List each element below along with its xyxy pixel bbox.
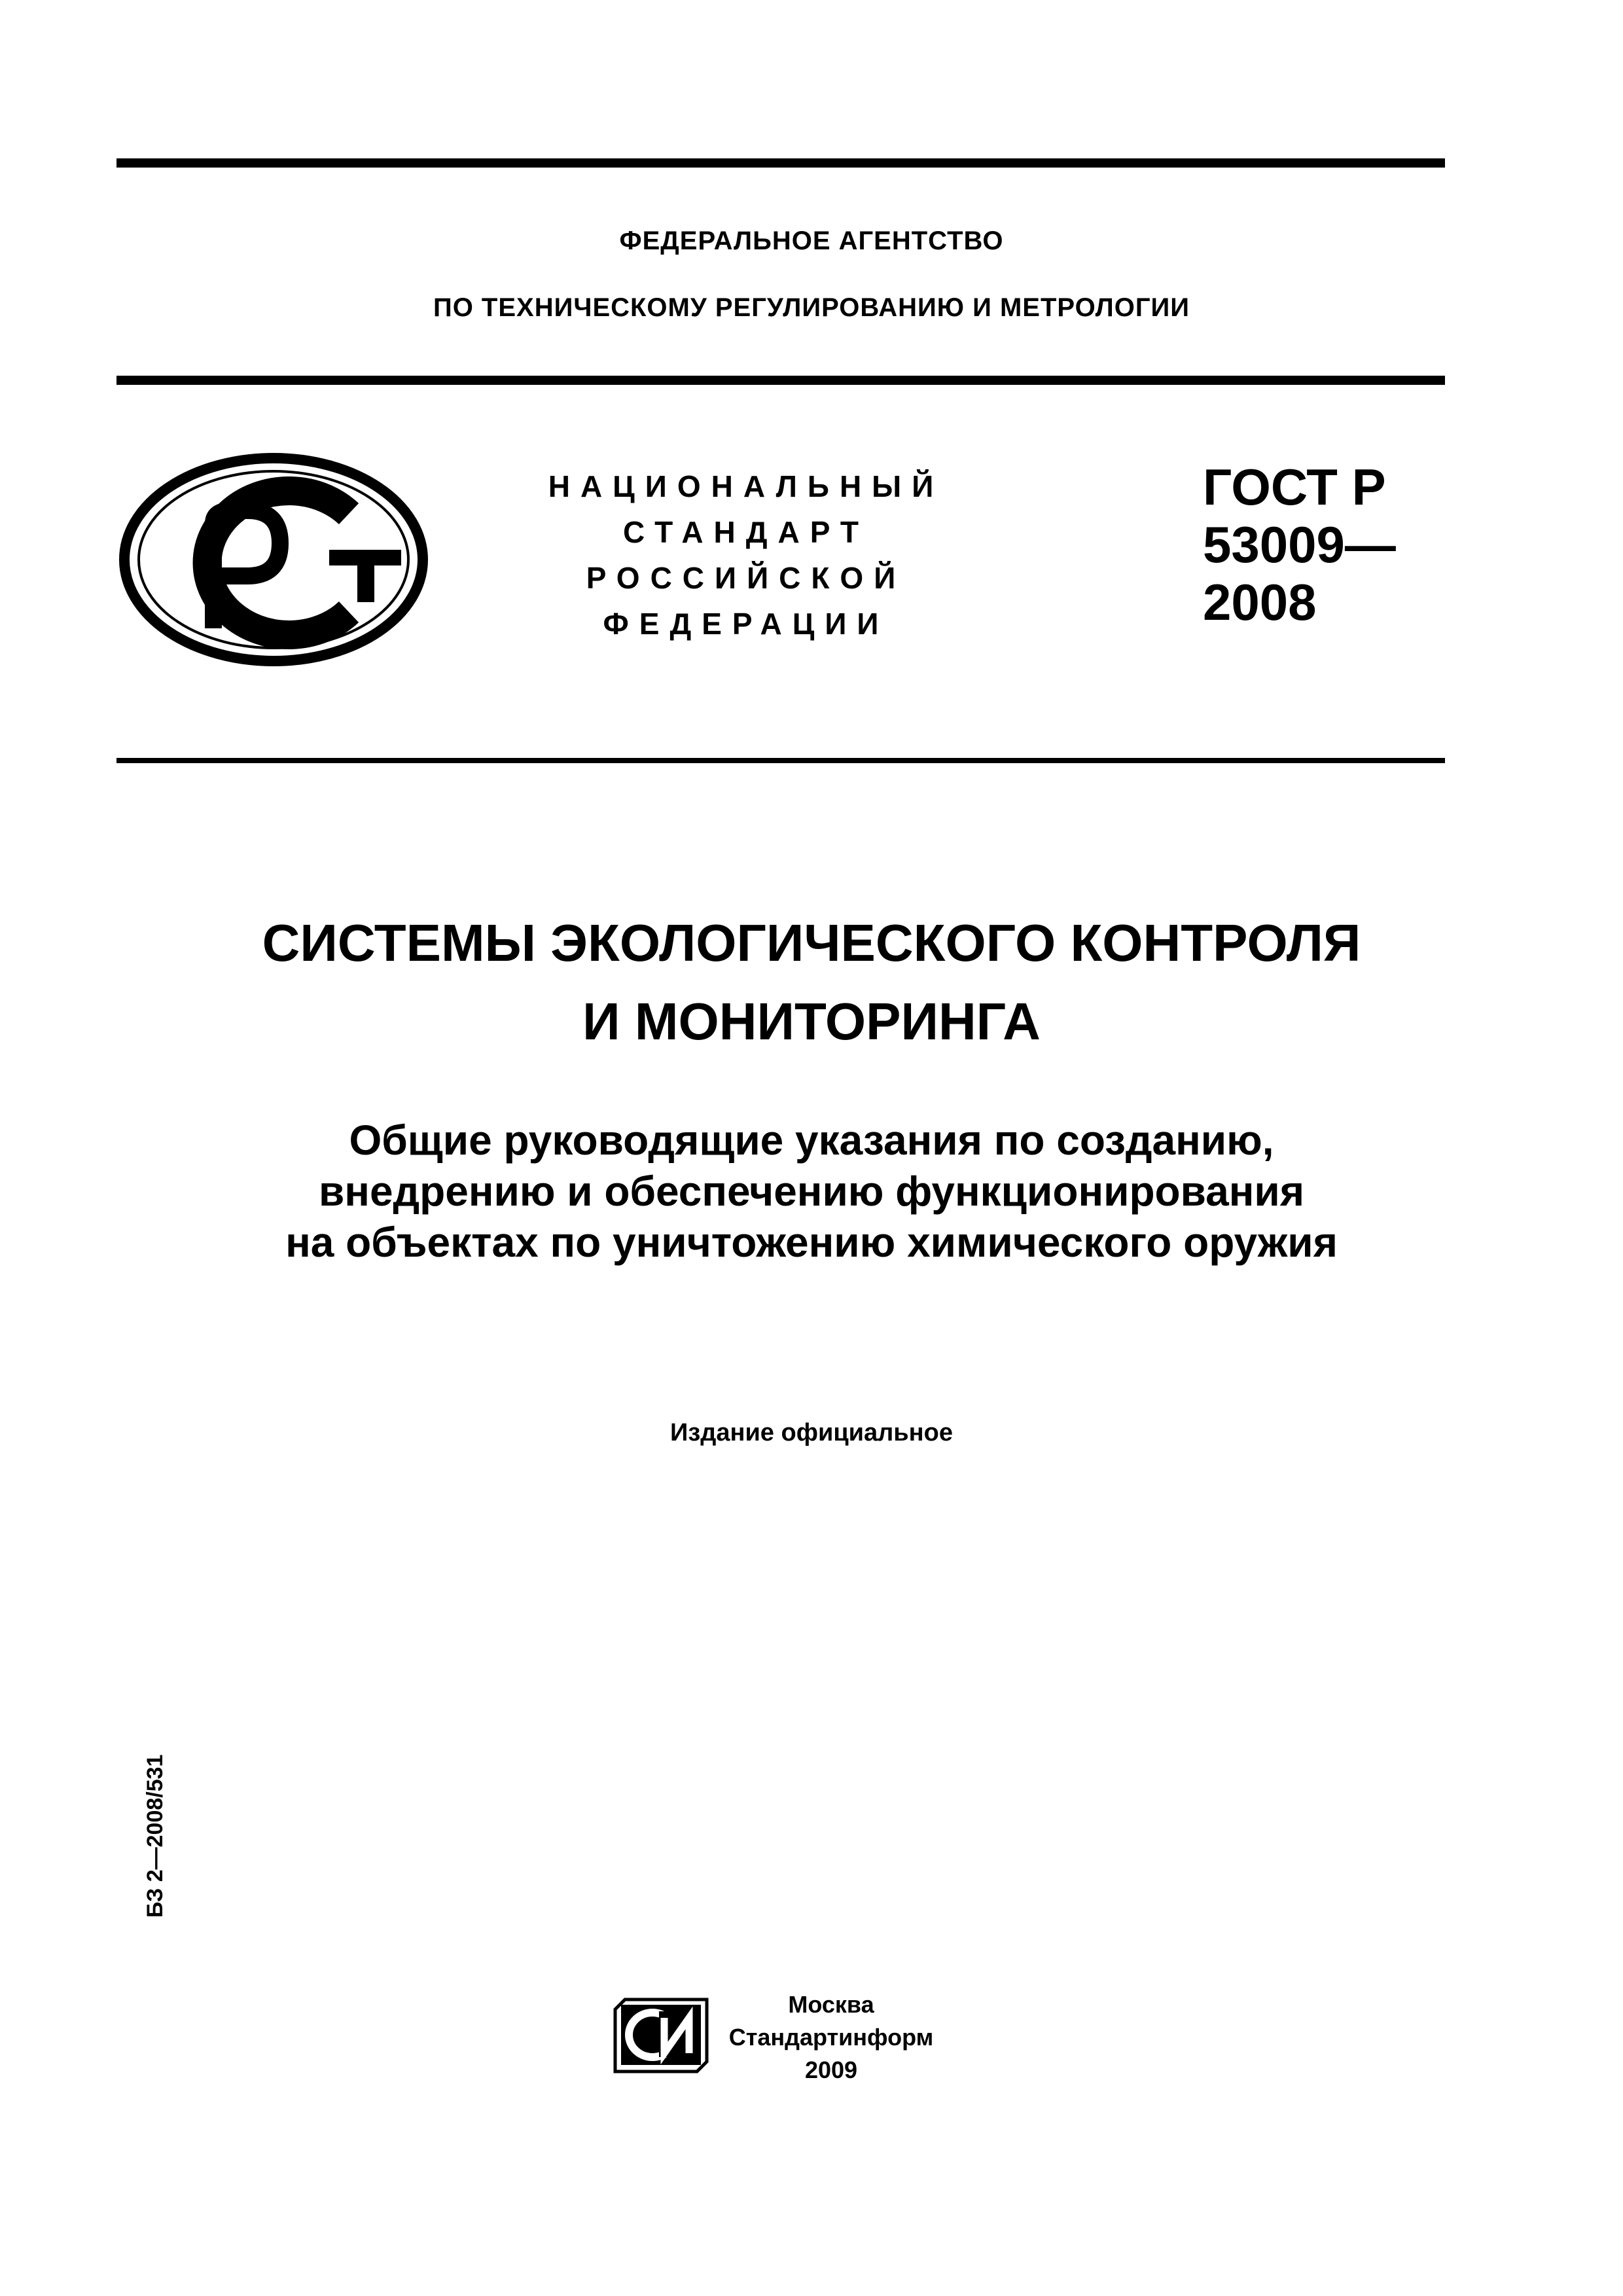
side-code: БЗ 2—2008/531 (143, 1754, 168, 1918)
publisher-logo-icon (612, 1993, 710, 2078)
header-rule (116, 376, 1445, 385)
national-line: РОССИЙСКОЙ (586, 561, 906, 595)
publisher-name: Стандартинформ (728, 2024, 934, 2051)
publisher-city: Москва (788, 1991, 874, 2018)
gost-logo-icon (116, 452, 431, 668)
edition-label: Издание официальное (670, 1419, 953, 1446)
section-rule (116, 758, 1445, 763)
national-line: СТАНДАРТ (623, 515, 869, 549)
publisher-year: 2009 (804, 2056, 858, 2083)
national-line: НАЦИОНАЛЬНЫЙ (548, 469, 944, 503)
designation-line-2: 53009— (1203, 516, 1396, 573)
national-line: ФЕДЕРАЦИИ (603, 607, 889, 641)
document-title-line-1: СИСТЕМЫ ЭКОЛОГИЧЕСКОГО КОНТРОЛЯ (262, 914, 1361, 972)
standard-designation (1203, 458, 1396, 631)
designation-line-1: ГОСТ Р (1203, 458, 1386, 516)
top-rule (116, 158, 1445, 168)
subtitle-line-3: на объектах по уничтожению химического оружия (285, 1219, 1338, 1266)
agency-line-2: ПО ТЕХНИЧЕСКОМУ РЕГУЛИРОВАНИЮ И МЕТРОЛОГИИ (433, 293, 1190, 322)
designation-line-3: 2008 (1203, 573, 1317, 631)
subtitle-line-1: Общие руководящие указания по созданию, (349, 1117, 1274, 1164)
subtitle-line-2: внедрению и обеспечению функционирования (318, 1168, 1305, 1215)
publisher-block (726, 1988, 936, 2087)
document-title-line-2: И МОНИТОРИНГА (582, 992, 1041, 1050)
agency-line-1: ФЕДЕРАЛЬНОЕ АГЕНТСТВО (619, 226, 1004, 255)
national-standard-heading (497, 463, 995, 647)
